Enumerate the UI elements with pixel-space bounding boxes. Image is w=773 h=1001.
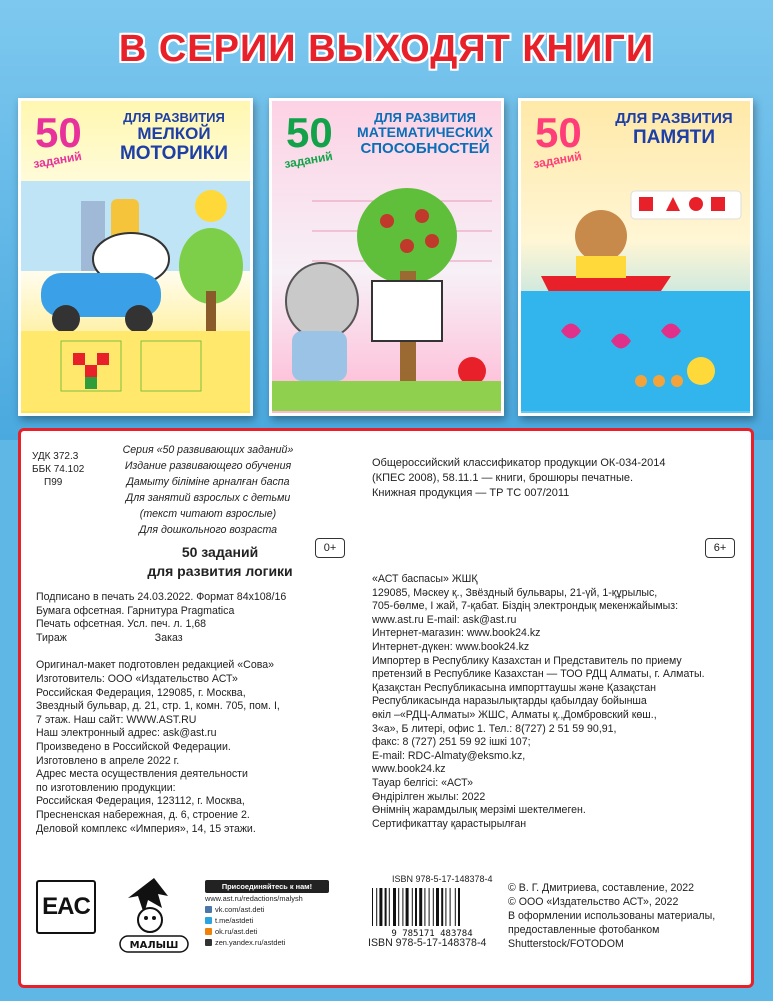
barcode-bar — [455, 888, 456, 926]
imprint-line: Изготовлено в апреле 2022 г. — [36, 754, 180, 767]
imprint-kz-line: E-mail: RDC-Almaty@eksmo.kz, — [372, 749, 526, 762]
imprint-kz-line: Қазақстан Республикасына импорттаушы және Қазақстан — [372, 681, 656, 694]
barcode-bar — [419, 888, 422, 926]
imprint-line: Деловой комплекс «Империя», 14, 15 этажи. — [36, 822, 256, 835]
isbn-top: ISBN 978-5-17-148378-4 — [392, 874, 493, 884]
logo-text: МАЛЫШ — [129, 940, 179, 951]
cat-head — [286, 263, 358, 339]
imprint-right-column — [372, 573, 747, 831]
imprint-kz-line: Республикасында наразылықтарды қабылдау бойынша — [372, 695, 647, 708]
imprint-left-column — [36, 591, 346, 836]
series-info-line: Серия «50 развивающих заданий» — [122, 444, 294, 456]
imprint-kz-line: факс: 8 (727) 251 59 92 ішкі 107; — [372, 736, 531, 749]
boat-cabin — [576, 256, 626, 278]
book-illustration — [521, 181, 750, 411]
imprint-kz-line: 129085, Мәскеу қ., Звёздный бульвары, 21-үй, 1-құрылыс, — [372, 586, 658, 599]
barcode-bar — [415, 888, 417, 926]
imprint-kz-line: «АСТ баспасы» ЖШҚ — [372, 573, 478, 585]
barcode-bar — [389, 888, 390, 926]
series-info-line: Для дошкольного возраста — [138, 524, 278, 536]
social-row[interactable] — [205, 904, 329, 915]
imprint-line: Изготовитель: ООО «Издательство АСТ» — [36, 672, 238, 685]
series-info-line: Для занятий взрослых с детьми — [125, 492, 291, 504]
join-us-label: Присоединяйтесь к нам! — [205, 880, 329, 893]
series-info-line: (текст читают взрослые) — [139, 508, 277, 520]
board-shape — [372, 281, 442, 341]
print-info-line: Печать офсетная. Усл. печ. л. 1,68 — [36, 618, 207, 631]
copyright-block — [508, 881, 748, 951]
book-number: 50 — [535, 109, 582, 156]
imprint-kz-line: Интернет-магазин: www.book24.kz — [372, 627, 541, 640]
eac-mark: EAC — [36, 880, 96, 934]
imprint-line: Адрес места осуществления деятельности — [36, 768, 248, 781]
copyright-line: © В. Г. Дмитриева, составление, 2022 — [508, 882, 695, 894]
order-label: Заказ — [154, 631, 183, 644]
imprint-line: Звездный бульвар, д. 21, стр. 1, комн. 705, пом. I, — [36, 700, 280, 713]
barcode-bar — [429, 888, 430, 926]
udk-line: УДК 372.3 — [32, 451, 79, 462]
imprint-kz-line: өкіл –«РДЦ-Алматы» ЖШС, Алматы қ.,Домбровский көш., — [372, 708, 657, 721]
barcode-bar — [372, 888, 373, 926]
book-title — [99, 111, 249, 165]
social-row[interactable] — [205, 937, 329, 948]
isbn-bottom: ISBN 978-5-17-148378-4 — [368, 937, 487, 949]
author-mark: П99 — [44, 477, 63, 488]
imprint-book-title-line: для развития логики — [147, 563, 293, 579]
barcode-bar — [441, 888, 443, 926]
book-title — [350, 111, 500, 157]
imprint-book-title — [120, 543, 320, 581]
imprint-kz-line: Тауар белгісі: «АСТ» — [372, 776, 474, 789]
series-title: В СЕРИИ ВЫХОДЯТ КНИГИ — [118, 28, 655, 70]
udk-block — [32, 450, 84, 489]
ground-shape — [21, 331, 250, 411]
imprint-line: Оригинал-макет подготовлен редакцией «Сова» — [36, 659, 275, 672]
run-label: Тираж — [36, 631, 67, 644]
grass-shape — [272, 381, 501, 411]
book-number: 50 — [35, 109, 82, 156]
imprint-book-title-line: 50 заданий — [181, 544, 259, 560]
site-link[interactable]: www.ast.ru/redactions/malysh — [205, 894, 303, 903]
book-title-line1: ДЛЯ РАЗВИТИЯ — [374, 110, 476, 125]
sun-icon — [195, 190, 227, 222]
barcode-bar — [458, 888, 460, 926]
imprint-kz-line: www.book24.kz — [372, 763, 446, 776]
imprint-line: по изготовлению продукции: — [36, 781, 176, 794]
okp-line: Общероссийский классификатор продукции ОК-034-2014 — [372, 457, 666, 469]
ok-icon — [205, 928, 212, 935]
run-order-row — [36, 632, 346, 646]
imprint-line: Произведено в Российской Федерации. — [36, 740, 231, 753]
imprint-kz-line: Интернет-дүкен: www.book24.kz — [372, 640, 530, 653]
series-info-line: Издание развивающего обучения — [124, 460, 292, 472]
copyright-line: Shutterstock/FOTODOM — [508, 938, 624, 950]
barcode-bar — [450, 888, 451, 926]
barcode-bar — [433, 888, 434, 926]
age-rating-kz: 6+ — [705, 538, 735, 558]
barcode-bar — [445, 888, 446, 926]
book-title-line2: ДЛЯ РАЗВИТИЯ — [615, 110, 733, 127]
okp-classifier — [372, 456, 742, 501]
book-title-line1: ДЛЯ РАЗВИТИЯ — [123, 110, 225, 125]
barcode-digits: 9 785171 483784 — [391, 929, 473, 938]
vk-icon — [205, 906, 212, 913]
copyright-line: В оформлении использованы материалы, — [508, 910, 716, 922]
car-wheel — [52, 305, 80, 333]
imprint-kz-line: Сертификаттау қарастырылған — [372, 817, 527, 830]
print-info-line: Бумага офсетная. Гарнитура Pragmatica — [36, 604, 235, 617]
book-cover-fine-motor[interactable] — [18, 98, 253, 416]
barcode-bar — [393, 888, 396, 926]
telegram-link[interactable]: t.me/astdeti — [215, 916, 254, 925]
bbk-line: ББК 74.102 — [32, 464, 85, 475]
imprint-kz-line: претензий в Республике Казахстан — ТОО РДЦ Алматы, г. Алматы. — [372, 668, 705, 681]
imprint-kz-line: Өнімнің жарамдылық мерзімі шектелмеген. — [372, 804, 586, 817]
imprint-kz-line: Өндірілген жылы: 2022 — [372, 790, 486, 803]
imprint-line: Наш электронный адрес: ask@ast.ru — [36, 727, 217, 740]
book-title-line3: СПОСОБНОСТЕЙ — [360, 139, 490, 157]
barcode-bar — [402, 888, 403, 926]
ok-link[interactable]: ok.ru/ast.deti — [215, 927, 258, 936]
book-number-sub: заданий — [532, 148, 583, 172]
book-number-sub: заданий — [32, 148, 83, 172]
social-links — [205, 880, 329, 954]
ladybug-icon — [458, 357, 486, 385]
book-title-line3: МОТОРИКИ — [119, 142, 229, 164]
lion-head — [575, 210, 627, 262]
barcode-bar — [398, 888, 399, 926]
copyright-line: © ООО «Издательство АСТ», 2022 — [508, 896, 679, 908]
barcode-bar — [424, 888, 425, 926]
age-rating-ru: 0+ — [315, 538, 345, 558]
book-title-line2: МЕЛКОЙ — [137, 124, 211, 144]
series-info-line: Дамыту біліміне арналған баспа — [126, 476, 290, 488]
malysh-logo-icon — [118, 874, 190, 956]
social-row[interactable] — [205, 926, 329, 937]
cat-body — [292, 331, 347, 381]
barcode-bar — [412, 888, 413, 926]
okp-line: (КПЕС 2008), 58.11.1 — книги, брошюры печатные. — [372, 472, 634, 484]
telegram-icon — [205, 917, 212, 924]
book-title — [599, 111, 749, 148]
zen-link[interactable]: zen.yandex.ru/astdeti — [215, 938, 286, 947]
book-cover-memory[interactable] — [518, 98, 753, 416]
barcode-bar — [436, 888, 439, 926]
book-illustration — [272, 181, 501, 411]
barcode-bar — [406, 888, 409, 926]
imprint-line: Пресненская набережная, д. 6, строение 2. — [36, 808, 250, 821]
book-number-sub: заданий — [283, 148, 334, 172]
copyright-line: предоставленные фотобанком — [508, 924, 660, 936]
sea-shape — [521, 291, 750, 411]
print-info-line: Подписано в печать 24.03.2022. Формат 84x108/16 — [36, 591, 287, 603]
social-row[interactable] — [205, 915, 329, 926]
zen-icon — [205, 939, 212, 946]
book-title-line2: МАТЕМАТИЧЕСКИХ — [357, 124, 493, 141]
imprint-line: Российская Федерация, 129085, г. Москва, — [36, 686, 246, 699]
barcode-bar — [376, 888, 377, 926]
barcode-bar — [379, 888, 382, 926]
car-wheel — [125, 305, 153, 333]
series-info — [110, 442, 306, 538]
vk-link[interactable]: vk.com/ast.deti — [215, 905, 265, 914]
book-illustration — [21, 181, 250, 411]
imprint-kz-line: www.ast.ru E-mail: ask@ast.ru — [372, 613, 517, 626]
book-number: 50 — [286, 109, 333, 156]
okp-line: Книжная продукция — ТР ТС 007/2011 — [372, 487, 570, 499]
tree-crown — [357, 188, 457, 284]
barcode-bar — [385, 888, 387, 926]
logo-face — [138, 908, 162, 932]
imprint-line: Российская Федерация, 123112, г. Москва, — [36, 795, 245, 808]
imprint-kz-line: 705-бөлме, I жай, 7-қабат. Біздің электрондық мекенжайымыз: — [372, 600, 679, 613]
book-cover-math[interactable] — [269, 98, 504, 416]
imprint-kz-line: 3«а», Б литері, офис 1. Тел.: 8(727) 2 51 59 90,91, — [372, 722, 617, 735]
submarine-icon — [687, 357, 715, 385]
imprint-kz-line: Импортер в Республику Казахстан и Представитель по приему — [372, 654, 682, 667]
book-title-line3: ПАМЯТИ — [632, 126, 716, 148]
barcode-icon — [366, 886, 498, 938]
imprint-line: 7 этаж. Наш сайт: WWW.AST.RU — [36, 713, 197, 726]
